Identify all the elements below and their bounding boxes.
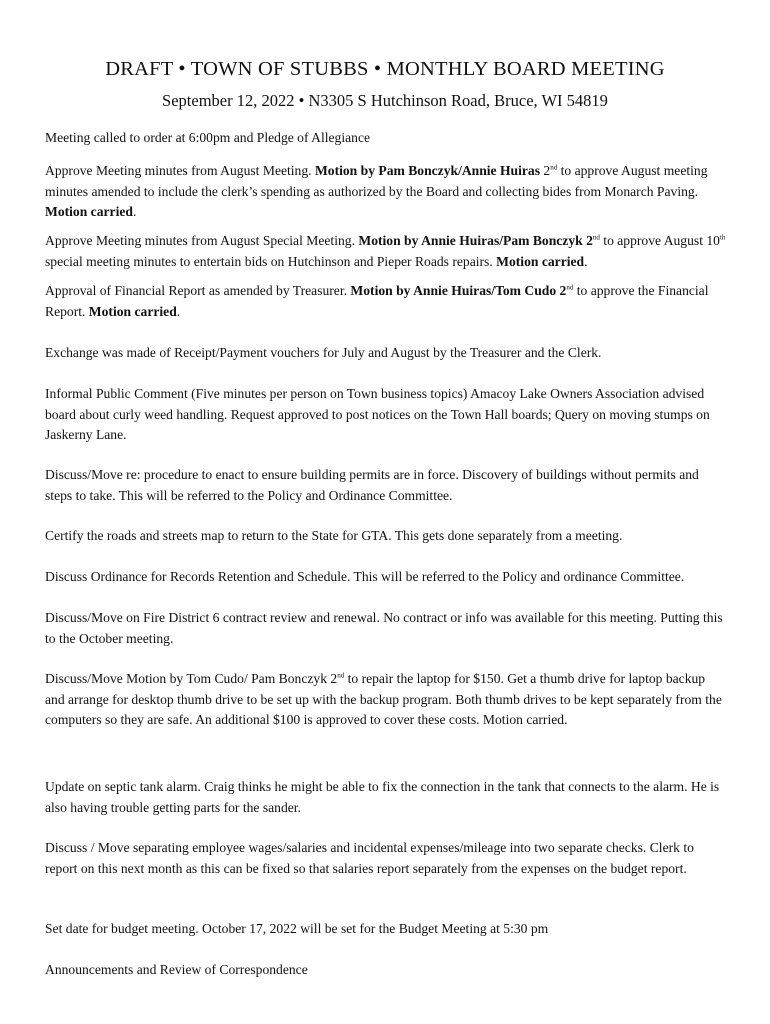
announcements-item: Announcements and Review of Correspondence (45, 962, 308, 977)
laptop-repair-item: Discuss/Move Motion by Tom Cudo/ Pam Bonczyk 2nd to repair the laptop for $150. Get a thumb drive for laptop backup and arrange for desktop thumb drive to be set up with the backup program. Both thumb drives to be kept separately from the computers so they are safe. An additional $100 is approved to cover these costs. Motion carried. (45, 671, 722, 727)
vouchers-item: Exchange was made of Receipt/Payment vouchers for July and August by the Treasurer and the Clerk. (45, 345, 602, 360)
motion-carried: Motion carried (496, 253, 585, 269)
wages-separation-item: Discuss / Move separating employee wages/salaries and incidental expenses/mileage into two separate checks. Clerk to report on this next month as this can be fixed so that salaries report separately from the expenses on the budget report. (45, 840, 694, 876)
motion-carried: Motion carried (88, 303, 177, 319)
records-retention-item: Discuss Ordinance for Records Retention and Schedule. This will be referred to the Policy and ordinance Committee. (45, 569, 685, 584)
august-special-minutes-item: Approve Meeting minutes from August Special Meeting. Motion by Annie Huiras/Pam Bonczyk 2nd to approve August 10th special meeting minutes to entertain bids on Hutchinson and Pieper Roads repairs. Motion carried. (45, 233, 726, 269)
motion-text: Motion by Pam Bonczyk/Annie Huiras (314, 163, 541, 178)
motion-text: Motion by Annie Huiras/Tom Cudo 2 (350, 283, 567, 298)
building-permits-item: Discuss/Move re: procedure to enact to ensure building permits are in force. Discovery of buildings without permits and steps to take. This will be referred to the Policy and Ordinance Committee. (45, 467, 699, 503)
financial-report-item: Approval of Financial Report as amended by Treasurer. Motion by Annie Huiras/Tom Cudo 2nd to approve the Financial Report. Motion carried. (45, 283, 709, 319)
public-comment-item: Informal Public Comment (Five minutes per person on Town business topics) Amacoy Lake Owners Association advised board about curly weed handling. Request approved to post notices on the Town Hall boards; Query on moving stumps on Jaskerny Lane. (45, 386, 710, 442)
motion-text: Motion by Annie Huiras/Pam Bonczyk 2 (358, 233, 593, 248)
roads-map-item: Certify the roads and streets map to return to the State for GTA. This gets done separately from a meeting. (45, 528, 623, 543)
meeting-date-location: September 12, 2022 • N3305 S Hutchinson Road, Bruce, WI 54819 (162, 91, 608, 110)
budget-meeting-item: Set date for budget meeting. October 17, 2022 will be set for the Budget Meeting at 5:30 pm (45, 921, 549, 936)
august-minutes-item: Approve Meeting minutes from August Meeting. Motion by Pam Bonczyk/Annie Huiras 2nd to approve August meeting minutes amended to include the clerk’s spending as authorized by the Board and collecting bides from Monarch Paving. Motion carried. (45, 163, 708, 219)
septic-alarm-item: Update on septic tank alarm. Craig thinks he might be able to fix the connection in the tank that connects to the alarm. He is also having trouble getting parts for the sander. (45, 779, 720, 815)
fire-district-item: Discuss/Move on Fire District 6 contract review and renewal. No contract or info was available for this meeting. Putting this to the October meeting. (45, 610, 723, 646)
document-title: DRAFT • TOWN OF STUBBS • MONTHLY BOARD MEETING (105, 58, 665, 80)
motion-carried: Motion carried (45, 204, 133, 219)
call-to-order: Meeting called to order at 6:00pm and Pledge of Allegiance (45, 130, 371, 145)
